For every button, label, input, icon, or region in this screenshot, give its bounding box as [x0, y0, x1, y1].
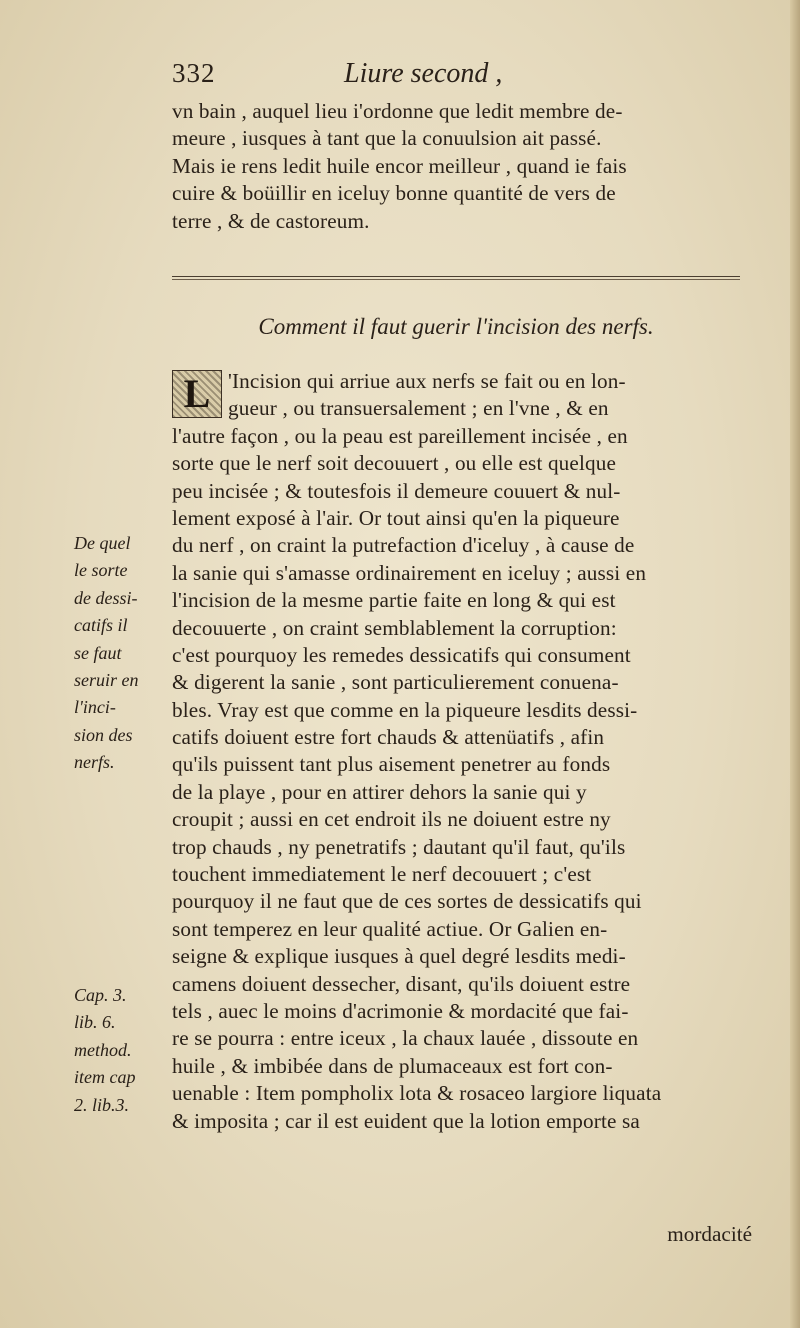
- text-line: croupit ; aussi en cet endroit ils ne doiuent estre ny: [172, 807, 611, 832]
- margin-note-line: seruir en: [74, 669, 139, 690]
- catchword: mordacité: [667, 1222, 752, 1246]
- margin-citation-line: method.: [74, 1039, 132, 1060]
- text-line: camens doiuent dessecher, disant, qu'ils doiuent estre: [172, 971, 631, 996]
- text-line: lement exposé à l'air. Or tout ainsi qu'en la piqueure: [172, 505, 620, 530]
- margin-citation-line: item cap: [74, 1067, 136, 1088]
- text-line: uenable : Item pompholix lota & rosaceo largiore liquata: [172, 1081, 662, 1106]
- text-line: du nerf , on craint la putrefaction d'iceluy , à cause de: [172, 533, 635, 558]
- margin-note-line: sion des: [74, 724, 133, 745]
- page-number: 332: [172, 58, 216, 88]
- text-line: & digerent la sanie , sont particulierement conuena-: [172, 670, 619, 695]
- text-line: vn bain , auquel lieu i'ordonne que ledit membre de-: [172, 99, 623, 123]
- text-line: re se pourra : entre iceux , la chaux lauée , dissoute en: [172, 1026, 639, 1051]
- margin-note-line: l'inci-: [74, 697, 116, 718]
- margin-note-line: de dessi-: [74, 587, 138, 608]
- text-line: pourquoy il ne faut que de ces sortes de dessicatifs qui: [172, 889, 642, 914]
- paragraph-continuation: [172, 98, 750, 235]
- text-line: huile , & imbibée dans de plumaceaux est fort con-: [172, 1053, 613, 1078]
- margin-note-line: le sorte: [74, 560, 128, 581]
- page-header: [172, 58, 732, 98]
- page-edge: [790, 0, 800, 1328]
- text-line: trop chauds , ny penetratifs ; dautant qu'il faut, qu'ils: [172, 834, 626, 859]
- text-line: c'est pourquoy les remedes dessicatifs qui consument: [172, 642, 631, 667]
- section-rule: [172, 276, 740, 280]
- dropcap-letter: L: [183, 371, 211, 416]
- text-line: meure , iusques à tant que la conuulsion ait passé.: [172, 126, 602, 151]
- text-line: cuire & boüillir en iceluy bonne quantité de vers de: [172, 181, 616, 206]
- text-line: l'incision de la mesme partie faite en long & qui est: [172, 588, 616, 613]
- margin-note-line: De quel: [74, 533, 131, 553]
- text-line: tels , auec le moins d'acrimonie & mordacité que fai-: [172, 998, 629, 1023]
- section-heading: Comment il faut guerir l'incision des nerfs.: [258, 314, 654, 339]
- text-line: decouuerte , on craint semblablement la corruption:: [172, 615, 617, 640]
- margin-note-line: se faut: [74, 642, 122, 663]
- text-line: Mais ie rens ledit huile encor meilleur , quand ie fais: [172, 153, 627, 178]
- text-line: sont temperez en leur qualité actiue. Or Galien en-: [172, 916, 608, 941]
- text-line: qu'ils puissent tant plus aisement penetrer au fonds: [172, 752, 611, 777]
- text-line: seigne & explique iusques à quel degré lesdits medi-: [172, 944, 626, 969]
- margin-citation-line: Cap. 3.: [74, 985, 127, 1005]
- text-line: la sanie qui s'amasse ordinairement en iceluy ; aussi en: [172, 560, 647, 585]
- margin-citation: [74, 982, 168, 1119]
- text-line: & imposita ; car il est euident que la lotion emporte sa: [172, 1108, 640, 1133]
- margin-citation-line: lib. 6.: [74, 1012, 116, 1033]
- margin-note: [74, 530, 168, 777]
- running-head: Liure second ,: [344, 58, 503, 89]
- text-line: peu incisée ; & toutesfois il demeure couuert & nul-: [172, 478, 621, 503]
- paragraph-main: [172, 368, 750, 1135]
- margin-note-line: catifs il: [74, 615, 128, 636]
- text-line: 'Incision qui arriue aux nerfs se fait ou en lon-: [228, 369, 626, 393]
- text-line: l'autre façon , ou la peau est pareillement incisée , en: [172, 423, 628, 448]
- text-line: terre , & de castoreum.: [172, 208, 370, 233]
- text-line: gueur , ou transuersalement ; en l'vne , & en: [228, 396, 609, 421]
- text-line: de la playe , pour en attirer dehors la sanie qui y: [172, 779, 587, 804]
- text-line: touchent immediatement le nerf decouuert ; c'est: [172, 862, 592, 887]
- margin-note-line: nerfs.: [74, 752, 115, 773]
- text-line: sorte que le nerf soit decouuert , ou elle est quelque: [172, 451, 617, 476]
- text-line: bles. Vray est que comme en la piqueure lesdits dessi-: [172, 697, 638, 722]
- text-line: catifs doiuent estre fort chauds & attenüatifs , afin: [172, 725, 605, 750]
- margin-citation-line: 2. lib.3.: [74, 1094, 130, 1115]
